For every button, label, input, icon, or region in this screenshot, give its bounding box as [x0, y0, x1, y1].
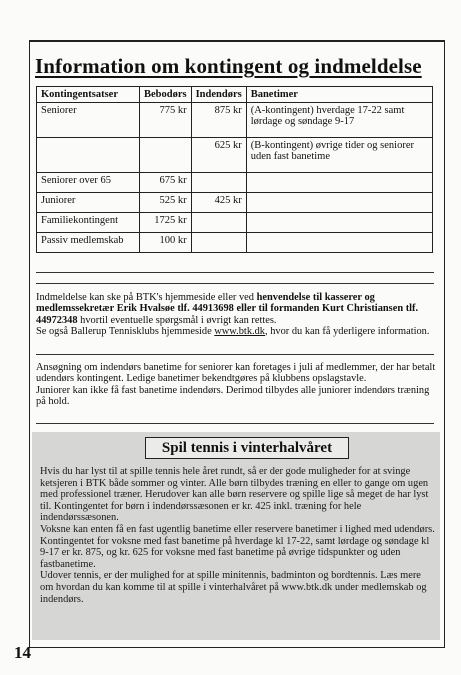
table-row	[37, 103, 433, 138]
divider	[36, 423, 434, 424]
row-outdoor-fee: 1725 kr	[140, 213, 192, 233]
fee-table	[36, 86, 433, 253]
winter-section-title: Spil tennis i vinterhalvåret	[145, 437, 349, 459]
table-row	[37, 173, 433, 193]
row-outdoor-fee	[140, 138, 192, 173]
page-title: Information om kontingent og indmeldelse	[35, 54, 422, 78]
application-text-seniors: Ansøgning om indendørs banetime for seniorer kan foretages i juli af medlemmer, der har betalt udendørs kontingent. Ledige banetimer bekendtgøres på klubbens opslagstavle.	[36, 362, 436, 385]
application-paragraph	[36, 362, 438, 408]
website-text: Se også Ballerup Tennisklubs hjemmeside www.btk.dk, hvor du kan få yderligere information.	[36, 326, 430, 338]
table-header-row	[37, 87, 433, 103]
row-court-note	[246, 213, 432, 233]
row-outdoor-fee: 525 kr	[140, 193, 192, 213]
row-indoor-fee	[191, 213, 246, 233]
application-text-juniors: Juniorer kan ikke få fast banetime indendørs. Derimod tilbydes alle juniorer indendørs træning på hold.	[36, 384, 430, 408]
winter-paragraph-other-sports: Udover tennis, er der mulighed for at spille minitennis, badminton og bordtennis. Læs mere om hvordan du kan komme til at spille i vinterhalvåret på www.btk.dk under medlemskab og indendørs.	[40, 570, 427, 605]
winter-paragraph-adults: Voksne kan enten få en fast ugentlig banetime eller reservere banetimer i lighed med udendørs. Kontingentet for voksne med fast banetime på hverdage kl 17-22, samt lørdage og søndage kl 9-17 er kr. 875, og kr. 625 for voksne med fast banetime på øvrige tidspunkter og uden fastbanetime.	[40, 523, 435, 570]
website-link[interactable]: www.btk.dk	[214, 326, 265, 338]
winter-section-text	[40, 466, 436, 605]
row-court-note	[246, 173, 432, 193]
row-indoor-fee: 875 kr	[191, 103, 246, 138]
table-row	[37, 138, 433, 173]
winter-paragraph-children: Hvis du har lyst til at spille tennis hele året rundt, så er der gode muligheder for at svinge ketsjeren i BTK både sommer og vinter. Alle børn tilbydes træning en eller to gange om ugen med professionel træner. Herudover kan alle børn reservere og spille lige så meget de har lyst til. Kontingentet for børn i indendørssæsonen er kr. 425 inkl. træning for hele indendørssæsonen.	[40, 466, 429, 524]
row-court-note	[246, 193, 432, 213]
row-name	[37, 138, 140, 173]
table-row	[37, 193, 433, 213]
row-indoor-fee: 425 kr	[191, 193, 246, 213]
row-name: Familiekontingent	[37, 213, 140, 233]
row-court-note	[246, 233, 432, 253]
divider	[36, 354, 434, 355]
row-name: Juniorer	[37, 193, 140, 213]
table-row	[37, 213, 433, 233]
row-indoor-fee	[191, 233, 246, 253]
row-name: Passiv medlemskab	[37, 233, 140, 253]
row-court-note: (B-kontingent) øvrige tider og seniorer uden fast banetime	[246, 138, 432, 173]
divider	[36, 272, 434, 273]
header-udendors: Bebodørs	[140, 87, 192, 103]
page-number: 14	[14, 643, 31, 662]
header-kontingentsatser: Kontingentsatser	[37, 87, 140, 103]
row-name: Seniorer over 65	[37, 173, 140, 193]
enrolment-text: Indmeldelse kan ske på BTK's hjemmeside eller ved henvendelse til kasserer og medlemssekretær Erik Hvalsøe tlf. 44913698 eller til formanden Kurt Christiansen tlf. 44972348 hvortil eventuelle spørgsmål i øvrigt kan rettes.	[36, 292, 419, 326]
row-court-note: (A-kontingent) hverdage 17-22 samt lørdage og søndage 9-17	[246, 103, 432, 138]
header-banetimer: Banetimer	[246, 87, 432, 103]
row-indoor-fee	[191, 173, 246, 193]
header-indendors: Indendørs	[191, 87, 246, 103]
row-outdoor-fee: 100 kr	[140, 233, 192, 253]
enrolment-paragraph	[36, 292, 438, 338]
contact-info: henvendelse til kasserer og medlemssekretær Erik Hvalsøe tlf. 44913698 eller til formanden Kurt Christiansen tlf. 44972348	[36, 292, 419, 326]
table-row	[37, 233, 433, 253]
row-outdoor-fee: 775 kr	[140, 103, 192, 138]
divider	[36, 283, 434, 284]
row-outdoor-fee: 675 kr	[140, 173, 192, 193]
row-indoor-fee: 625 kr	[191, 138, 246, 173]
row-name: Seniorer	[37, 103, 140, 138]
